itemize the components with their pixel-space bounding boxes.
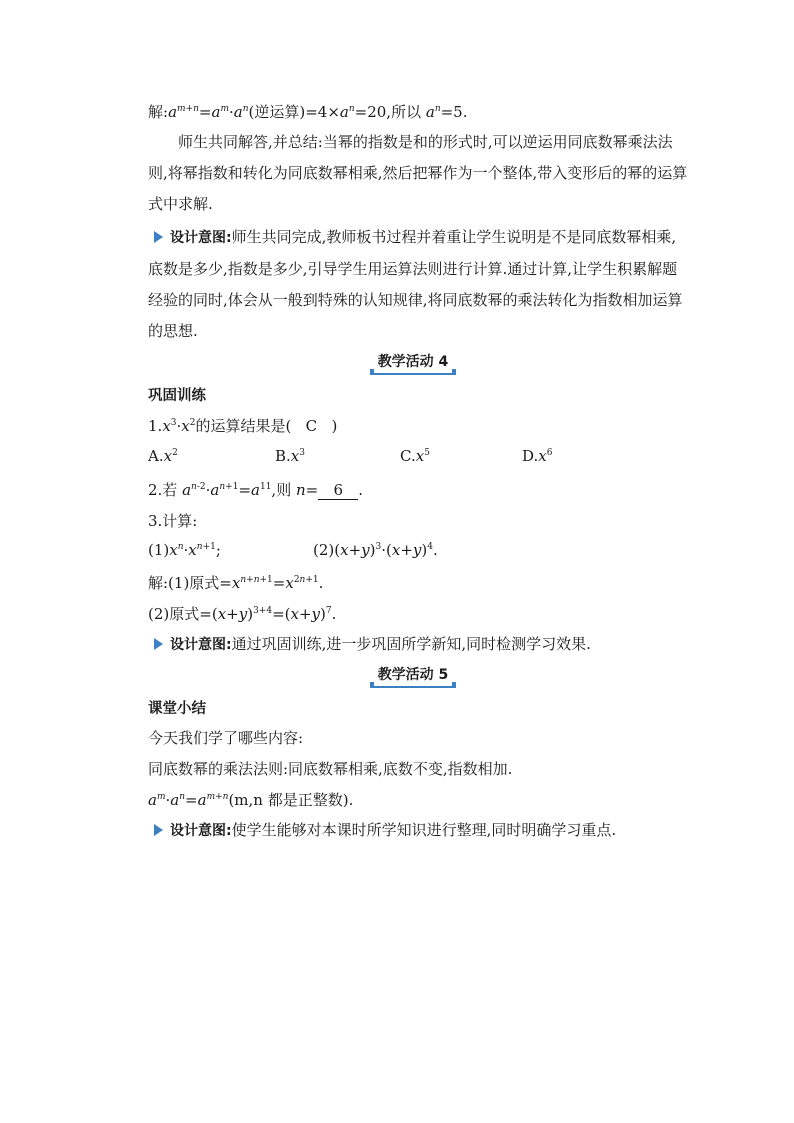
question-3: 3.计算:: [148, 512, 198, 530]
q3-item-2: $(2)(x+y)^3\cdot(x+y)^4$.: [313, 541, 438, 559]
q3-item-1: $(1)x^n\cdot x^{n+1}$;: [148, 541, 221, 559]
question-2: 2.若 $a^{n-2}\cdot a^{n+1}=a^{11}$,则 n= 6 .: [148, 481, 363, 499]
q1-answer: C: [305, 417, 318, 435]
today-line: 今天我们学了哪些内容:: [148, 729, 304, 747]
triangle-marker-icon: [154, 231, 163, 243]
solution-line: 解$:a^{m+n}=a^m\cdot a^n$(逆运算)$=4\times a^n=20$,所以 $a^n=5$.: [148, 103, 468, 121]
solution-1: 解:(1)原式$=x^{n+n+1}=x^{2n+1}$.: [148, 574, 324, 592]
option-d: $D.x^6$: [522, 447, 553, 465]
triangle-marker-icon: [154, 824, 163, 836]
rule-line: 同底数幂的乘法法则:同底数幂相乘,底数不变,指数相加.: [148, 760, 513, 778]
design-intent-2: 设计意图:通过巩固训练,进一步巩固所学新知,同时检测学习效果.: [154, 629, 694, 661]
class-summary-title: 课堂小结: [148, 701, 206, 717]
summary-paragraph: 师生共同解答,并总结:当幂的指数是和的形式时,可以逆运用同底数幂乘法法则,将幂指数和转化为同底数幂相乘,然后把幂作为一个整体,带入变形后的幂的运算式中求解.: [148, 133, 688, 213]
activity-4-label: 教学活动 4: [377, 354, 449, 370]
option-c: $C.x^5$: [400, 447, 430, 465]
activity-4-heading: [372, 351, 454, 371]
formula-line: $a^m\cdot a^n=a^{m+n}(m,n$ 都是正整数).: [148, 791, 354, 809]
solution-2: (2)原式$=(x+y)^{3+4}=(x+y)^7$.: [148, 605, 337, 623]
design-intent-3: 设计意图:使学生能够对本课时所学知识进行整理,同时明确学习重点.: [154, 815, 694, 847]
design-intent-1: [148, 222, 688, 347]
activity-underline: [372, 373, 454, 375]
activity-5-heading: [372, 664, 454, 684]
q2-answer-blank: 6: [318, 481, 358, 500]
design-intent-text: 师生共同完成,教师板书过程并着重让学生说明是不是同底数幂相乘,底数是多少,指数是多少,引导学生用运算法则进行计算.通过计算,让学生积累解题经验的同时,体会从一般到特殊的认知规律,将同底数幂的乘法转化为指数相加运算的思想.: [148, 228, 683, 340]
triangle-marker-icon: [154, 638, 163, 650]
question-1: $1.x^3\cdot x^2$的运算结果是( C ): [148, 417, 338, 435]
option-a: $A.x^2$: [148, 447, 178, 465]
activity-underline: [372, 686, 454, 688]
consolidation-title: 巩固训练: [148, 388, 206, 404]
design-intent-label: 设计意图:: [170, 230, 232, 246]
activity-5-label: 教学活动 5: [377, 667, 449, 683]
option-b: $B.x^3$: [275, 447, 305, 465]
